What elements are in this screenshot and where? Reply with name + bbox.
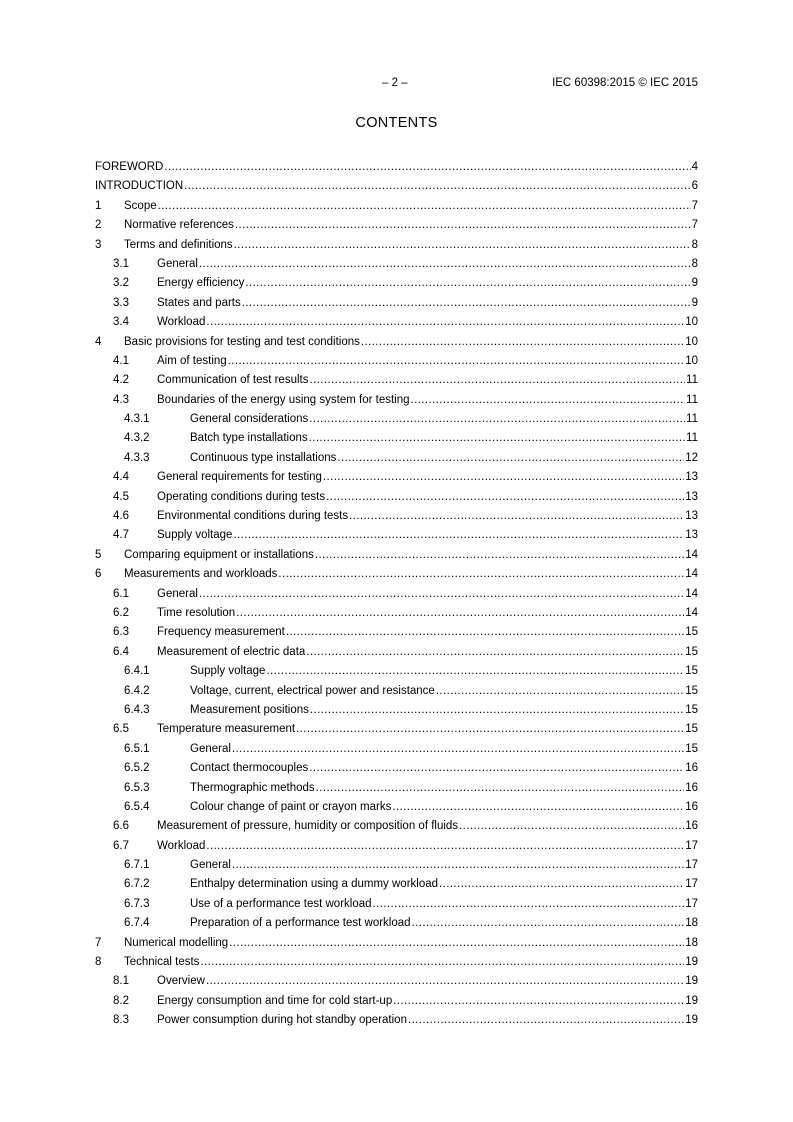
- toc-dot-leader: [408, 1011, 684, 1030]
- toc-entry[interactable]: [95, 934, 698, 953]
- toc-entry-page: 19: [685, 994, 698, 1007]
- toc-entry[interactable]: [95, 294, 698, 313]
- toc-entry-label: Colour change of paint or crayon marks: [190, 800, 392, 813]
- toc-dot-leader: [232, 856, 684, 875]
- toc-entry-page: 12: [685, 451, 698, 464]
- toc-entry-page: 13: [685, 490, 698, 503]
- toc-entry-label: General: [190, 859, 231, 872]
- toc-entry-number: 6.7.3: [124, 897, 150, 910]
- toc-entry[interactable]: [95, 546, 698, 565]
- toc-entry-label: Voltage, current, electrical power and resistance: [190, 684, 435, 697]
- page-number: – 2 –: [382, 77, 408, 89]
- toc-dot-leader: [315, 546, 684, 565]
- toc-entry-page: 10: [685, 316, 698, 329]
- toc-entry-number: 6.4.1: [124, 665, 150, 678]
- toc-dot-leader: [233, 526, 684, 545]
- toc-entry[interactable]: [95, 333, 698, 352]
- toc-entry-page: 13: [685, 529, 698, 542]
- toc-entry-number: 4.3.3: [124, 451, 150, 464]
- toc-entry[interactable]: [95, 604, 698, 623]
- toc-entry[interactable]: [95, 526, 698, 545]
- toc-entry-page: 16: [685, 800, 698, 813]
- toc-entry-number: 3.2: [113, 277, 129, 290]
- toc-entry-label: Batch type installations: [190, 432, 308, 445]
- toc-dot-leader: [184, 177, 690, 196]
- toc-entry-page: 16: [685, 820, 698, 833]
- toc-entry[interactable]: [95, 875, 698, 894]
- toc-entry-number: 3.4: [113, 316, 129, 329]
- toc-entry-page: 8: [691, 257, 698, 270]
- toc-entry-label: INTRODUCTION: [95, 180, 184, 193]
- toc-dot-leader: [199, 255, 691, 274]
- toc-entry-number: 6.7: [113, 839, 129, 852]
- toc-entry[interactable]: [95, 410, 698, 429]
- toc-entry-number: 8.3: [113, 1014, 129, 1027]
- toc-entry-label: General requirements for testing: [157, 471, 322, 484]
- toc-dot-leader: [309, 759, 684, 778]
- toc-dot-leader: [229, 934, 684, 953]
- toc-entry-label: States and parts: [157, 296, 241, 309]
- toc-dot-leader: [373, 895, 685, 914]
- toc-entry-label: Energy consumption and time for cold start-up: [157, 994, 393, 1007]
- toc-entry-page: 9: [691, 277, 698, 290]
- toc-entry-page: 14: [685, 606, 698, 619]
- toc-entry[interactable]: [95, 352, 698, 371]
- toc-entry[interactable]: [95, 837, 698, 856]
- toc-entry-number: 6.7.1: [124, 859, 150, 872]
- page-header: [0, 77, 793, 93]
- toc-entry[interactable]: [95, 1011, 698, 1030]
- toc-entry-label: Supply voltage: [157, 529, 233, 542]
- toc-entry-page: 16: [685, 781, 698, 794]
- toc-entry[interactable]: [95, 371, 698, 390]
- toc-entry-number: 6.3: [113, 626, 129, 639]
- toc-entry-number: 4.4: [113, 471, 129, 484]
- toc-dot-leader: [278, 565, 684, 584]
- toc-entry-number: 4: [95, 335, 102, 348]
- toc-entry-number: 7: [95, 936, 102, 949]
- table-of-contents: [95, 158, 698, 1031]
- toc-entry-page: 13: [685, 510, 698, 523]
- toc-entry[interactable]: [95, 177, 698, 196]
- toc-entry-label: Thermographic methods: [190, 781, 315, 794]
- toc-dot-leader: [206, 837, 684, 856]
- toc-entry-label: Frequency measurement: [157, 626, 285, 639]
- toc-entry-page: 8: [691, 238, 698, 251]
- toc-entry-label: General: [157, 587, 198, 600]
- toc-dot-leader: [245, 274, 690, 293]
- toc-entry-label: Measurement positions: [190, 703, 309, 716]
- toc-entry-page: 16: [685, 762, 698, 775]
- toc-entry-page: 14: [685, 587, 698, 600]
- toc-entry[interactable]: [95, 507, 698, 526]
- toc-entry-label: Power consumption during hot standby operation: [157, 1014, 407, 1027]
- toc-dot-leader: [316, 779, 685, 798]
- toc-dot-leader: [459, 817, 684, 836]
- toc-entry-label: General considerations: [190, 413, 309, 426]
- toc-entry-label: Workload: [157, 316, 206, 329]
- toc-dot-leader: [436, 682, 684, 701]
- toc-entry[interactable]: [95, 216, 698, 235]
- toc-entry-label: Comparing equipment or installations: [124, 548, 314, 561]
- toc-entry-page: 15: [685, 684, 698, 697]
- toc-entry[interactable]: [95, 429, 698, 448]
- toc-entry-number: 4.3.2: [124, 432, 150, 445]
- toc-entry-page: 11: [686, 432, 698, 445]
- toc-entry-page: 6: [691, 180, 698, 193]
- toc-entry[interactable]: [95, 585, 698, 604]
- toc-entry-label: Scope: [124, 199, 157, 212]
- toc-entry[interactable]: [95, 391, 698, 410]
- toc-entry-page: 15: [685, 626, 698, 639]
- toc-dot-leader: [349, 507, 684, 526]
- toc-entry-page: 18: [685, 917, 698, 930]
- toc-entry-number: 6.5.3: [124, 781, 150, 794]
- toc-dot-leader: [232, 740, 684, 759]
- toc-entry-number: 4.6: [113, 510, 129, 523]
- toc-entry-number: 5: [95, 548, 102, 561]
- toc-entry-label: Workload: [157, 839, 206, 852]
- toc-entry-page: 19: [685, 1014, 698, 1027]
- toc-dot-leader: [337, 449, 684, 468]
- toc-entry-page: 18: [685, 936, 698, 949]
- toc-entry-page: 11: [686, 413, 698, 426]
- toc-entry[interactable]: [95, 914, 698, 933]
- toc-entry-label: Measurements and workloads: [124, 568, 278, 581]
- toc-entry-label: Contact thermocouples: [190, 762, 309, 775]
- toc-entry-number: 3.1: [113, 257, 129, 270]
- toc-dot-leader: [242, 294, 691, 313]
- toc-entry-page: 15: [685, 665, 698, 678]
- toc-entry[interactable]: [95, 274, 698, 293]
- toc-entry[interactable]: [95, 565, 698, 584]
- toc-dot-leader: [286, 623, 684, 642]
- toc-entry-label: Communication of test results: [157, 374, 309, 387]
- toc-entry-label: Environmental conditions during tests: [157, 510, 349, 523]
- toc-entry-page: 17: [685, 878, 698, 891]
- toc-dot-leader: [200, 953, 684, 972]
- toc-entry-label: Normative references: [124, 219, 234, 232]
- toc-dot-leader: [392, 798, 684, 817]
- toc-dot-leader: [235, 216, 691, 235]
- toc-entry-page: 17: [685, 897, 698, 910]
- toc-entry-label: Preparation of a performance test workload: [190, 917, 411, 930]
- toc-entry-number: 6: [95, 568, 102, 581]
- toc-entry[interactable]: [95, 488, 698, 507]
- toc-dot-leader: [296, 720, 684, 739]
- toc-dot-leader: [393, 992, 684, 1011]
- toc-entry-page: 9: [691, 296, 698, 309]
- toc-entry-label: Time resolution: [157, 606, 236, 619]
- toc-entry-label: Numerical modelling: [124, 936, 229, 949]
- toc-entry-number: 3.3: [113, 296, 129, 309]
- toc-entry[interactable]: [95, 468, 698, 487]
- document-reference: IEC 60398:2015 © IEC 2015: [552, 77, 698, 89]
- toc-entry-label: FOREWORD: [95, 161, 164, 173]
- toc-entry-page: 15: [685, 723, 698, 736]
- toc-entry-number: 6.7.4: [124, 917, 150, 930]
- toc-entry-number: 8: [95, 956, 102, 969]
- toc-dot-leader: [439, 875, 684, 894]
- toc-entry[interactable]: [95, 992, 698, 1011]
- toc-entry-page: 17: [685, 839, 698, 852]
- toc-entry[interactable]: [95, 662, 698, 681]
- toc-entry-label: Overview: [157, 975, 205, 988]
- toc-entry-number: 4.2: [113, 374, 129, 387]
- toc-entry-page: 13: [685, 471, 698, 484]
- toc-entry[interactable]: [95, 720, 698, 739]
- toc-dot-leader: [228, 352, 685, 371]
- toc-entry-number: 4.3.1: [124, 413, 150, 426]
- toc-entry-number: 8.1: [113, 975, 129, 988]
- toc-dot-leader: [206, 313, 684, 332]
- toc-entry-number: 6.5: [113, 723, 129, 736]
- toc-entry-page: 19: [685, 975, 698, 988]
- toc-entry-label: Continuous type installations: [190, 451, 337, 464]
- toc-dot-leader: [323, 468, 684, 487]
- toc-entry-page: 4: [691, 161, 698, 173]
- toc-dot-leader: [206, 972, 684, 991]
- toc-entry-page: 11: [686, 393, 698, 406]
- toc-entry-label: Technical tests: [124, 956, 200, 969]
- toc-entry[interactable]: [95, 623, 698, 642]
- toc-entry-number: 6.5.2: [124, 762, 150, 775]
- toc-entry-page: 7: [691, 219, 698, 232]
- toc-dot-leader: [411, 391, 686, 410]
- toc-entry-page: 10: [685, 335, 698, 348]
- toc-entry-number: 4.1: [113, 354, 129, 367]
- toc-entry[interactable]: [95, 817, 698, 836]
- toc-dot-leader: [412, 914, 685, 933]
- toc-entry[interactable]: [95, 953, 698, 972]
- toc-entry-page: 15: [685, 703, 698, 716]
- toc-entry-label: Terms and definitions: [124, 238, 233, 251]
- toc-entry-number: 4.3: [113, 393, 129, 406]
- toc-entry[interactable]: [95, 236, 698, 255]
- toc-dot-leader: [306, 643, 684, 662]
- toc-entry-page: 15: [685, 742, 698, 755]
- toc-entry-number: 4.5: [113, 490, 129, 503]
- toc-entry-number: 6.7.2: [124, 878, 150, 891]
- toc-entry-label: Measurement of pressure, humidity or composition of fluids: [157, 820, 459, 833]
- toc-entry[interactable]: [95, 972, 698, 991]
- toc-entry-number: 8.2: [113, 994, 129, 1007]
- toc-entry-label: Energy efficiency: [157, 277, 245, 290]
- toc-entry-number: 6.4.3: [124, 703, 150, 716]
- toc-entry-number: 4.7: [113, 529, 129, 542]
- toc-entry-label: Operating conditions during tests: [157, 490, 326, 503]
- toc-dot-leader: [309, 410, 685, 429]
- page-title: CONTENTS: [355, 115, 438, 131]
- toc-dot-leader: [266, 662, 684, 681]
- toc-entry-number: 6.4: [113, 645, 129, 658]
- toc-dot-leader: [199, 585, 684, 604]
- toc-dot-leader: [309, 371, 685, 390]
- toc-entry[interactable]: [95, 197, 698, 216]
- toc-entry-number: 6.1: [113, 587, 129, 600]
- toc-entry-label: Temperature measurement: [157, 723, 296, 736]
- toc-entry-page: 11: [686, 374, 698, 387]
- toc-entry[interactable]: [95, 856, 698, 875]
- toc-entry-page: 10: [685, 354, 698, 367]
- toc-entry-label: General: [157, 257, 198, 270]
- toc-entry-page: 14: [685, 568, 698, 581]
- toc-entry-label: General: [190, 742, 231, 755]
- toc-dot-leader: [326, 488, 684, 507]
- toc-entry[interactable]: [95, 158, 698, 177]
- toc-entry-page: 17: [685, 859, 698, 872]
- toc-dot-leader: [309, 429, 685, 448]
- toc-entry-number: 6.5.1: [124, 742, 150, 755]
- toc-entry[interactable]: [95, 682, 698, 701]
- toc-entry-label: Use of a performance test workload: [190, 897, 372, 910]
- toc-entry[interactable]: [95, 798, 698, 817]
- toc-entry-number: 1: [95, 199, 102, 212]
- toc-entry-page: 7: [691, 199, 698, 212]
- toc-entry-label: Supply voltage: [190, 665, 266, 678]
- toc-entry[interactable]: [95, 759, 698, 778]
- toc-entry-number: 6.6: [113, 820, 129, 833]
- toc-dot-leader: [158, 197, 691, 216]
- toc-entry[interactable]: [95, 643, 698, 662]
- toc-entry[interactable]: [95, 779, 698, 798]
- toc-entry-label: Measurement of electric data: [157, 645, 306, 658]
- toc-entry-number: 6.4.2: [124, 684, 150, 697]
- toc-entry-number: 3: [95, 238, 102, 251]
- toc-entry-label: Enthalpy determination using a dummy workload: [190, 878, 439, 891]
- toc-entry[interactable]: [95, 313, 698, 332]
- toc-entry-label: Aim of testing: [157, 354, 227, 367]
- toc-dot-leader: [361, 333, 684, 352]
- toc-dot-leader: [164, 158, 690, 177]
- toc-entry-label: Basic provisions for testing and test conditions: [124, 335, 360, 348]
- toc-entry-number: 2: [95, 219, 102, 232]
- toc-entry-label: Boundaries of the energy using system for testing: [157, 393, 410, 406]
- toc-entry-number: 6.5.4: [124, 800, 150, 813]
- toc-entry-page: 15: [685, 645, 698, 658]
- toc-entry-page: 19: [685, 956, 698, 969]
- toc-dot-leader: [236, 604, 684, 623]
- toc-entry[interactable]: [95, 701, 698, 720]
- toc-entry[interactable]: [95, 895, 698, 914]
- toc-dot-leader: [310, 701, 684, 720]
- toc-entry-page: 14: [685, 548, 698, 561]
- toc-entry[interactable]: [95, 740, 698, 759]
- toc-dot-leader: [234, 236, 691, 255]
- toc-entry[interactable]: [95, 255, 698, 274]
- toc-entry[interactable]: [95, 449, 698, 468]
- toc-entry-number: 6.2: [113, 606, 129, 619]
